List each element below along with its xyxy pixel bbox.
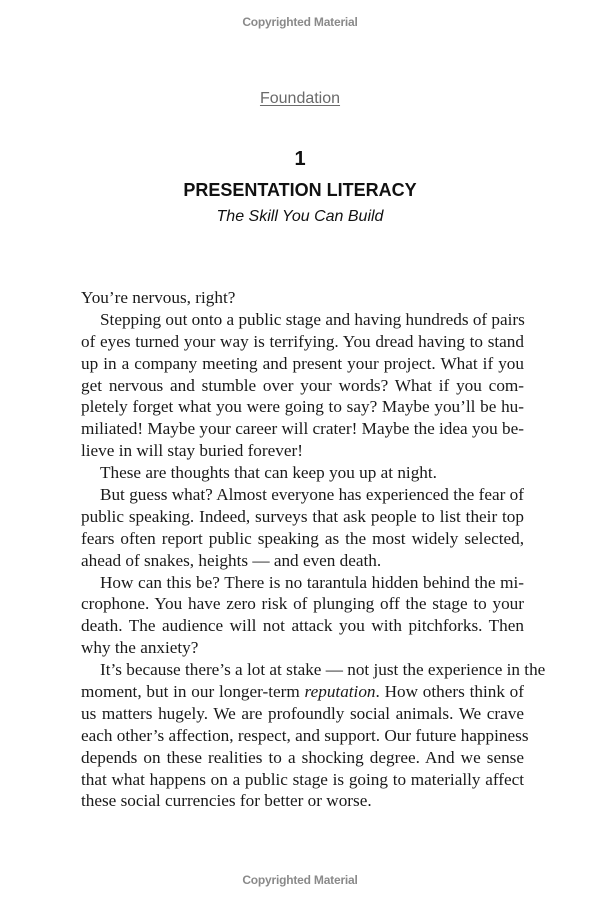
italic-emphasis: reputation bbox=[304, 682, 376, 702]
text-line: that what happens on a public stage is going to materially affect bbox=[81, 769, 524, 789]
text-line: But guess what? Almost everyone has experienced the fear of bbox=[100, 485, 524, 505]
text-line: these social currencies for better or worse. bbox=[81, 791, 372, 811]
chapter-number: 1 bbox=[294, 148, 306, 170]
text-line: death. The audience will not attack you with pitchforks. Then bbox=[81, 616, 524, 636]
body-text bbox=[81, 287, 546, 812]
chapter-title: PRESENTATION LITERACY bbox=[183, 180, 417, 200]
text-line: lieve in will stay buried forever! bbox=[81, 441, 303, 461]
text-line: up in a company meeting and present your project. What if you bbox=[81, 353, 524, 373]
text-line: each other’s affection, respect, and support. Our future happiness bbox=[81, 725, 529, 745]
text-line: depends on these realities to a shocking degree. And we sense bbox=[81, 747, 524, 767]
text-segment: moment, but in our longer-term bbox=[81, 682, 305, 702]
copyright-watermark-top: Copyrighted Material bbox=[242, 15, 358, 29]
text-line: us matters hugely. We are profoundly social animals. We crave bbox=[81, 703, 524, 723]
copyright-watermark-bottom: Copyrighted Material bbox=[242, 873, 358, 887]
part-title-text: Foundation bbox=[259, 90, 341, 107]
text-line: crophone. You have zero risk of plunging off the stage to your bbox=[81, 594, 524, 614]
text-line: pletely forget what you were going to say? Maybe you’ll be hu- bbox=[81, 397, 524, 417]
text-line: These are thoughts that can keep you up at night. bbox=[100, 463, 437, 483]
text-line bbox=[81, 681, 524, 703]
text-line: get nervous and stumble over your words? What if you com- bbox=[81, 375, 524, 395]
text-line: You’re nervous, right? bbox=[81, 288, 236, 307]
text-line: ahead of snakes, heights — and even death. bbox=[81, 550, 382, 570]
text-line: miliated! Maybe your career will crater! Maybe the idea you be- bbox=[81, 419, 524, 439]
text-line: How can this be? There is no tarantula hidden behind the mi- bbox=[100, 572, 524, 592]
text-segment: . How others think of bbox=[375, 682, 525, 702]
part-title bbox=[0, 90, 600, 108]
text-line: It’s because there’s a lot at stake — not just the experience in the bbox=[100, 660, 546, 680]
text-line: of eyes turned your way is terrifying. You dread having to stand bbox=[81, 331, 524, 351]
text-line: fears often report public speaking as the most widely selected, bbox=[81, 528, 524, 548]
text-line: public speaking. Indeed, surveys that ask people to list their top bbox=[81, 506, 524, 526]
chapter-subtitle: The Skill You Can Build bbox=[216, 208, 384, 225]
text-line: Stepping out onto a public stage and having hundreds of pairs bbox=[100, 309, 525, 329]
text-line: why the anxiety? bbox=[81, 638, 199, 658]
